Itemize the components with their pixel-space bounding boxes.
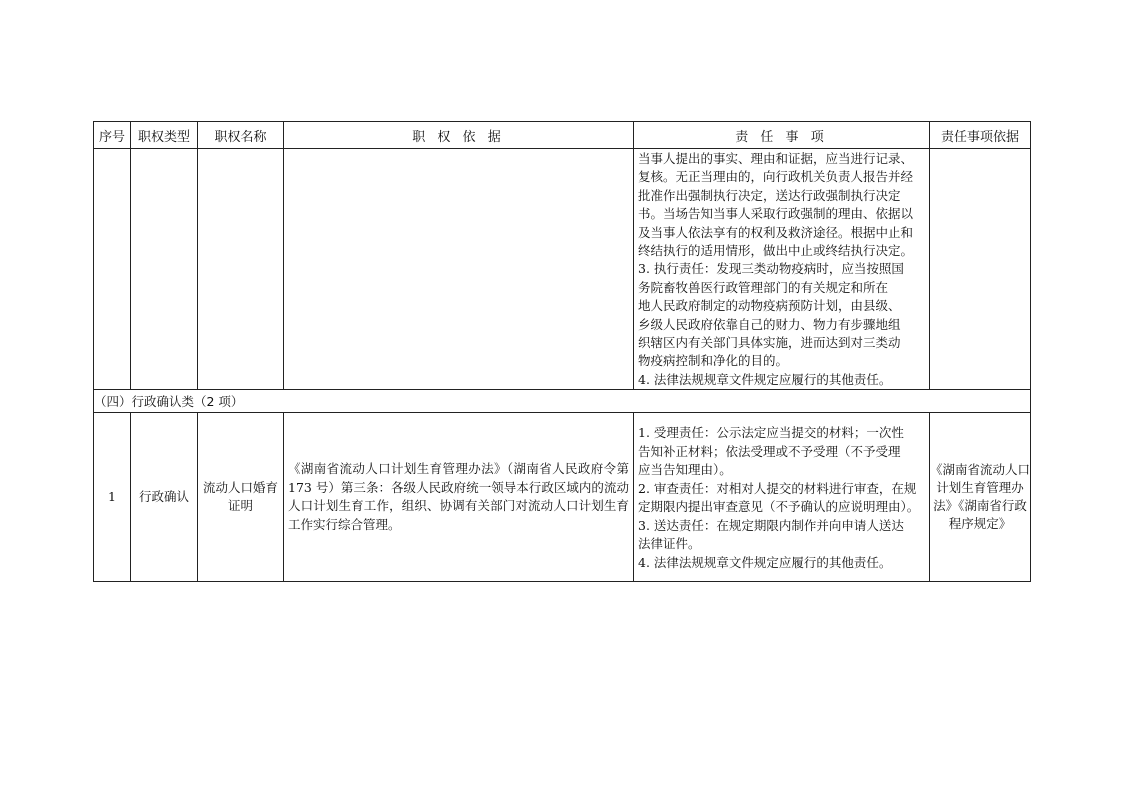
resp-line: 书。当场告知当事人采取行政强制的理由、依据以 — [638, 206, 914, 222]
resp-line: 织辖区内有关部门具体实施，进而达到对三类动 — [638, 335, 901, 351]
table-row — [94, 413, 1031, 582]
category-label: （四）行政确认类（2 项） — [94, 390, 1031, 413]
resp-line: 法律证件。 — [638, 536, 701, 552]
item-basis-cell — [284, 413, 634, 582]
header-row — [94, 122, 1031, 149]
header-seq: 序号 — [94, 122, 131, 149]
header-resp-basis: 责任事项依据 — [930, 122, 1031, 149]
header-type: 职权类型 — [131, 122, 198, 149]
resp-line: 终结执行的适用情形，做出中止或终结执行决定。 — [638, 243, 914, 259]
resp-line: 4. 法律法规规章文件规定应履行的其他责任。 — [638, 371, 892, 387]
continued-resp-basis-cell — [930, 149, 1031, 390]
item-resp-basis: 《湖南省流动人口计划生育管理办法》《湖南省行政程序规定》 — [930, 413, 1031, 582]
resp-line: 定期限内提出审查意见（不予确认的应说明理由）。 — [638, 499, 920, 515]
continued-type-cell — [131, 149, 198, 390]
resp-line: 地人民政府制定的动物疫病预防计划，由县级、 — [638, 298, 901, 314]
resp-line: 4. 法律法规规章文件规定应履行的其他责任。 — [638, 555, 892, 571]
resp-line: 乡级人民政府依靠自己的财力、物力有步骤地组 — [638, 316, 901, 332]
duty-table — [93, 121, 1031, 582]
continued-seq-cell — [94, 149, 131, 390]
resp-line: 3. 送达责任：在规定期限内制作并向申请人送达 — [638, 517, 904, 533]
continued-name-cell — [198, 149, 284, 390]
resp-line: 及当事人依法享有的权利及救济途径。根据中止和 — [638, 224, 914, 240]
item-name: 流动人口婚育证明 — [198, 413, 284, 582]
item-type: 行政确认 — [131, 413, 198, 582]
category-row — [94, 390, 1031, 413]
item-seq: 1 — [94, 413, 131, 582]
resp-line: 务院畜牧兽医行政管理部门的有关规定和所在 — [638, 279, 889, 295]
header-responsibility: 责 任 事 项 — [634, 122, 930, 149]
resp-line: 应当告知理由）。 — [638, 462, 732, 478]
resp-line: 复核。无正当理由的，向行政机关负责人报告并经 — [638, 169, 914, 185]
item-responsibility-text — [634, 422, 929, 573]
continued-responsibility-cell — [634, 149, 930, 390]
resp-line: 3. 执行责任：发现三类动物疫病时，应当按照国 — [638, 261, 904, 277]
resp-line: 2. 审查责任：对相对人提交的材料进行审查，在规 — [638, 480, 917, 496]
header-basis: 职 权 依 据 — [284, 122, 634, 149]
resp-line: 告知补正材料；依法受理或不予受理（不予受理 — [638, 443, 901, 459]
resp-line: 批准作出强制执行决定，送达行政强制执行决定 — [638, 187, 901, 203]
continued-basis-cell — [284, 149, 634, 390]
resp-line: 物疫病控制和净化的目的。 — [638, 353, 789, 369]
document-page — [93, 121, 1030, 582]
continued-row — [94, 149, 1031, 390]
item-basis: 《湖南省流动人口计划生育管理办法》（湖南省人民政府令第 173 号）第三条：各级人民政府统一领导本行政区域内的流动人口计划生育工作，组织、协调有关部门对流动人口计划生育工作实行综合管理。 — [288, 461, 629, 532]
header-name: 职权名称 — [198, 122, 284, 149]
resp-line: 1. 受理责任：公示法定应当提交的材料；一次性 — [638, 424, 904, 440]
continued-responsibility-text — [634, 149, 929, 389]
resp-line: 当事人提出的事实、理由和证据，应当进行记录、 — [638, 151, 914, 166]
item-responsibility-cell — [634, 413, 930, 582]
